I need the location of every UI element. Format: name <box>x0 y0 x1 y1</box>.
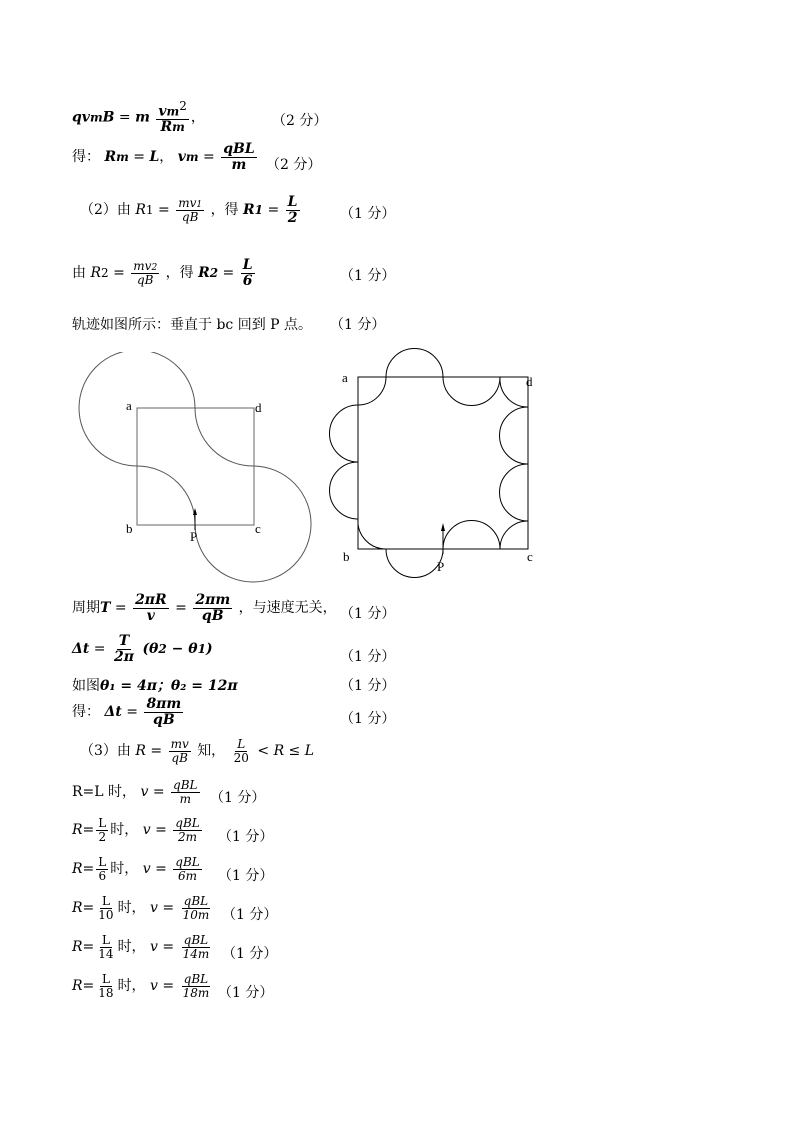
score-label: （1 分） <box>340 606 396 622</box>
v-numerator: qBL <box>183 894 209 908</box>
score-label: （1 分） <box>340 206 396 222</box>
equation-r1: （2）由 R1 = $\frac{mv1}{qB}$ ，得 R1 = $\frac{L}{2}$ <box>80 194 298 226</box>
label-b: b <box>126 521 133 536</box>
score-label: （1 分） <box>218 985 274 1001</box>
v-denominator: 18m <box>182 985 210 1000</box>
score-label: （1 分） <box>340 649 396 665</box>
v-numerator: qBL <box>173 778 198 792</box>
v-numerator: qBL <box>183 972 209 986</box>
trajectory-figure-left <box>75 352 335 602</box>
score-label: （1 分） <box>340 678 396 694</box>
r-numerator: L <box>101 972 110 986</box>
mid-text: ，得 <box>210 202 239 219</box>
label-d: d <box>255 400 262 415</box>
trajectory-description: 轨迹如图所示：垂直于 bc 回到 P 点。 <box>72 317 313 333</box>
r-numerator: L <box>98 816 107 830</box>
r-numerator: L <box>98 855 107 869</box>
score-label: （1 分） <box>218 868 274 884</box>
score-label: （1 分） <box>340 268 396 284</box>
prefix-text: 如图 <box>72 678 100 694</box>
r-row-3: R= $\frac{L}{6}$ 时， v = $\frac{\text{qBL}}{6m}$ <box>72 855 200 883</box>
label-p: P <box>190 529 198 544</box>
square-abcd <box>137 408 254 525</box>
label-d: d <box>526 374 533 389</box>
trajectory-semicircles <box>330 349 529 578</box>
v-numerator: qBL <box>183 933 209 947</box>
label-a: a <box>126 398 132 413</box>
equation-theta <box>72 675 238 695</box>
r-text: R=L 时， <box>72 784 137 801</box>
score-label: （2 分） <box>272 113 328 129</box>
r-numerator: L <box>101 894 110 908</box>
v-denominator: 10m <box>182 907 210 922</box>
score-label: （2 分） <box>266 157 322 173</box>
score-label: （1 分） <box>222 946 278 962</box>
equation-rm-vm: 得： Rm = L， vm = $\frac{\text{qBL}}{m}$ <box>72 141 255 173</box>
score-label: （1 分） <box>210 790 266 806</box>
r-denominator: 18 <box>98 985 114 1000</box>
score-label: （1 分） <box>330 317 386 333</box>
prefix-text: 由 <box>72 265 86 282</box>
v-denominator: 6m <box>177 868 197 883</box>
theta-values: θ₁ = 4π；θ₂ = 12π <box>100 678 238 694</box>
arrow-head <box>441 523 445 531</box>
trajectory-figure-right <box>325 342 575 582</box>
prefix-text: 得： <box>72 149 100 166</box>
r-row-6: R= $\frac{L}{18}$ 时， v = $\frac{\text{qBL}}{18m}$ <box>72 972 210 1000</box>
equation-period: 周期T = $\frac{2\pi R}{v}$ = $\frac{2\pi m}{qB}$ ，与速度无关， <box>72 592 337 624</box>
score-label: （1 分） <box>340 711 396 727</box>
r-denominator: 10 <box>98 907 114 922</box>
v-numerator: qBL <box>175 855 200 869</box>
score-label: （1 分） <box>218 829 274 845</box>
r-denominator: 14 <box>98 946 114 961</box>
score-label: （1 分） <box>222 907 278 923</box>
mid-text: 知， <box>197 743 226 760</box>
r-denominator: 6 <box>98 868 107 883</box>
v-denominator: 14m <box>182 946 210 961</box>
prefix-text: （3）由 <box>80 743 131 760</box>
label-b: b <box>343 549 350 564</box>
r-row-4: R= $\frac{L}{10}$ 时， v = $\frac{\text{qBL}}{10m}$ <box>72 894 210 922</box>
prefix-text: 周期 <box>72 600 100 617</box>
equation-part3: （3）由 R = $\frac{mv}{qB}$ 知， $\frac{L}{20}$ < R ≤ L <box>80 737 315 765</box>
v-numerator: qBL <box>175 816 200 830</box>
label-a: a <box>342 370 348 385</box>
label-p: P <box>437 559 445 574</box>
equation-delta-t: Δt = $\frac{T}{2\pi}$ (θ2 − θ1) <box>72 633 213 665</box>
r-row-2: R= $\frac{L}{2}$ 时， v = $\frac{\text{qBL}}{2m}$ <box>72 816 200 844</box>
label-c: c <box>527 549 533 564</box>
prefix-text: （2）由 <box>80 202 131 219</box>
v-denominator: m <box>179 791 191 806</box>
r-numerator: L <box>101 933 110 947</box>
equation-lorentz-centripetal: qvmB = m $\frac{vm^2}{Rm}$ ， <box>72 99 205 136</box>
equation-r2: 由 R2 = $\frac{mv2}{qB}$ ，得 R2 = $\frac{L}{6}$ <box>72 257 253 289</box>
r-row-5: R= $\frac{L}{14}$ 时， v = $\frac{\text{qBL}}{14m}$ <box>72 933 210 961</box>
r-denominator: 2 <box>98 829 107 844</box>
mid-text: ，得 <box>165 265 194 282</box>
suffix-text: ，与速度无关， <box>238 600 337 617</box>
prefix-text: 得： <box>72 704 100 721</box>
v-denominator: 2m <box>177 829 197 844</box>
label-c: c <box>255 521 261 536</box>
equation-result: 得： Δt = $\frac{8\pi m}{qB}$ <box>72 696 182 728</box>
r-row-1: R=L 时， v = $\frac{\text{qBL}}{m}$ <box>72 778 198 806</box>
trajectory-arc <box>79 352 311 582</box>
